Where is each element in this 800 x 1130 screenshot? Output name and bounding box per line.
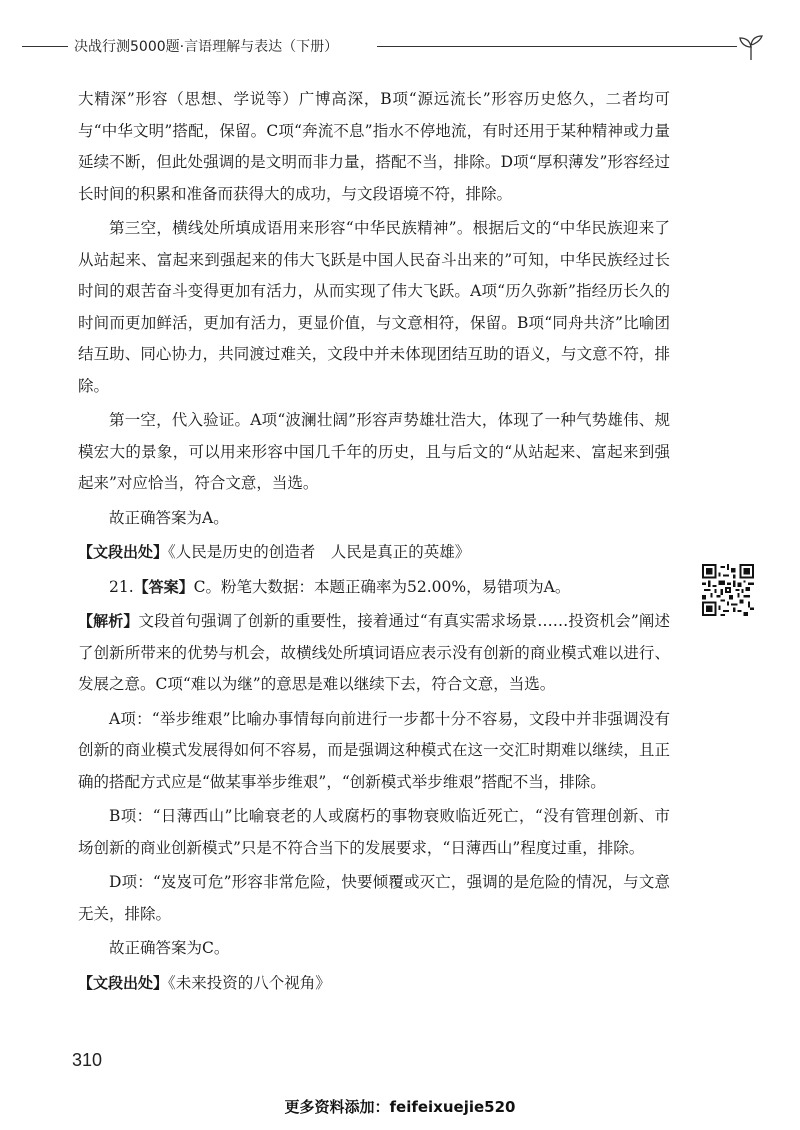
option-d-analysis: D项：“岌岌可危”形容非常危险，快要倾覆或灭亡，强调的是危险的情况，与文意无关，排除。 bbox=[78, 873, 670, 923]
source-title: 《人民是历史的创造者 人民是真正的英雄》 bbox=[168, 543, 471, 561]
question-number: 21. bbox=[109, 577, 134, 596]
book-title: 决战行测5000题·言语理解与表达（下册） bbox=[74, 39, 339, 55]
source-label: 【文段出处】 bbox=[78, 543, 169, 561]
source-line-20 bbox=[78, 537, 670, 569]
header-rule-left bbox=[22, 46, 68, 47]
sprout-icon bbox=[736, 32, 766, 62]
paragraph-third-blank: 第三空，横线处所填成语用来形容“中华民族精神”。根据后文的“中华民族迎来了从站起来、富起来到强起来的伟大飞跃是中国人民奋斗出来的”可知，中华民族经过长时间的艰苦奋斗变得更加有活力，从而实现了伟大飞跃。A项“历久弥新”指经历长久的时间而更加鲜活，更加有活力，更显价值，与文意相符，保留。B项“同舟共济”比喻团结互助、同心协力，共同渡过难关，文段中并未体现团结互助的语义，与文意不符，排除。 bbox=[78, 219, 670, 395]
option-a-analysis: A项：“举步维艰”比喻办事情每向前进行一步都十分不容易，文段中并非强调没有创新的商业模式发展得如何不容易，而是强调这种模式在这一交汇时期难以继续，且正确的搭配方式应是“做某事举步维艰”，“创新模式举步维艰”搭配不当，排除。 bbox=[78, 709, 670, 791]
footer-contact: 更多资料添加：feifeixuejie520 bbox=[284, 1098, 516, 1116]
analysis-label: 【解析】 bbox=[78, 612, 139, 630]
analysis-paragraph bbox=[78, 606, 670, 701]
analysis-text: 文段首句强调了创新的重要性，接着通过“有真实需求场景……投资机会”阐述了创新所带来的优势与机会，故横线处所填词语应表示没有创新的商业模式难以进行、发展之意。C项“难以为继”的意思是难以继续下去，符合文意，当选。 bbox=[78, 612, 670, 693]
answer-text: C。粉笔大数据：本题正确率为52.00%，易错项为A。 bbox=[193, 577, 571, 596]
qr-code-icon[interactable] bbox=[702, 564, 754, 616]
source-line-21 bbox=[78, 968, 670, 1000]
answer-heading-21 bbox=[78, 572, 670, 604]
page-number: 310 bbox=[72, 1050, 103, 1070]
header-rule-right bbox=[377, 46, 737, 47]
answer-label: 【答案】 bbox=[133, 577, 194, 596]
paragraph-continuation: 大精深”形容（思想、学说等）广博高深，B项“源远流长”形容历史悠久，二者均可与“中华文明”搭配，保留。C项“奔流不息”指水不停地流，有时还用于某种精神或力量延续不断，但此处强调的是文明而非力量，搭配不当，排除。D项“厚积薄发”形容经过长时间的积累和准备而获得大的成功，与文段语境不符，排除。 bbox=[78, 90, 670, 203]
answer-line-21: 故正确答案为C。 bbox=[109, 939, 230, 957]
option-b-analysis: B项：“日薄西山”比喻衰老的人或腐朽的事物衰败临近死亡，“没有管理创新、市场创新的商业创新模式”只是不符合当下的发展要求，“日薄西山”程度过重，排除。 bbox=[78, 807, 670, 857]
paragraph-first-blank: 第一空，代入验证。A项“波澜壮阔”形容声势雄壮浩大，体现了一种气势雄伟、规模宏大的景象，可以用来形容中国几千年的历史，且与后文的“从站起来、富起来到强起来”对应恰当，符合文意，当选。 bbox=[78, 411, 670, 492]
source-label: 【文段出处】 bbox=[78, 973, 169, 992]
answer-line-20: 故正确答案为A。 bbox=[109, 508, 229, 527]
page-body bbox=[78, 84, 670, 1002]
source-title: 《未来投资的八个视角》 bbox=[168, 973, 331, 992]
running-header bbox=[22, 32, 762, 62]
